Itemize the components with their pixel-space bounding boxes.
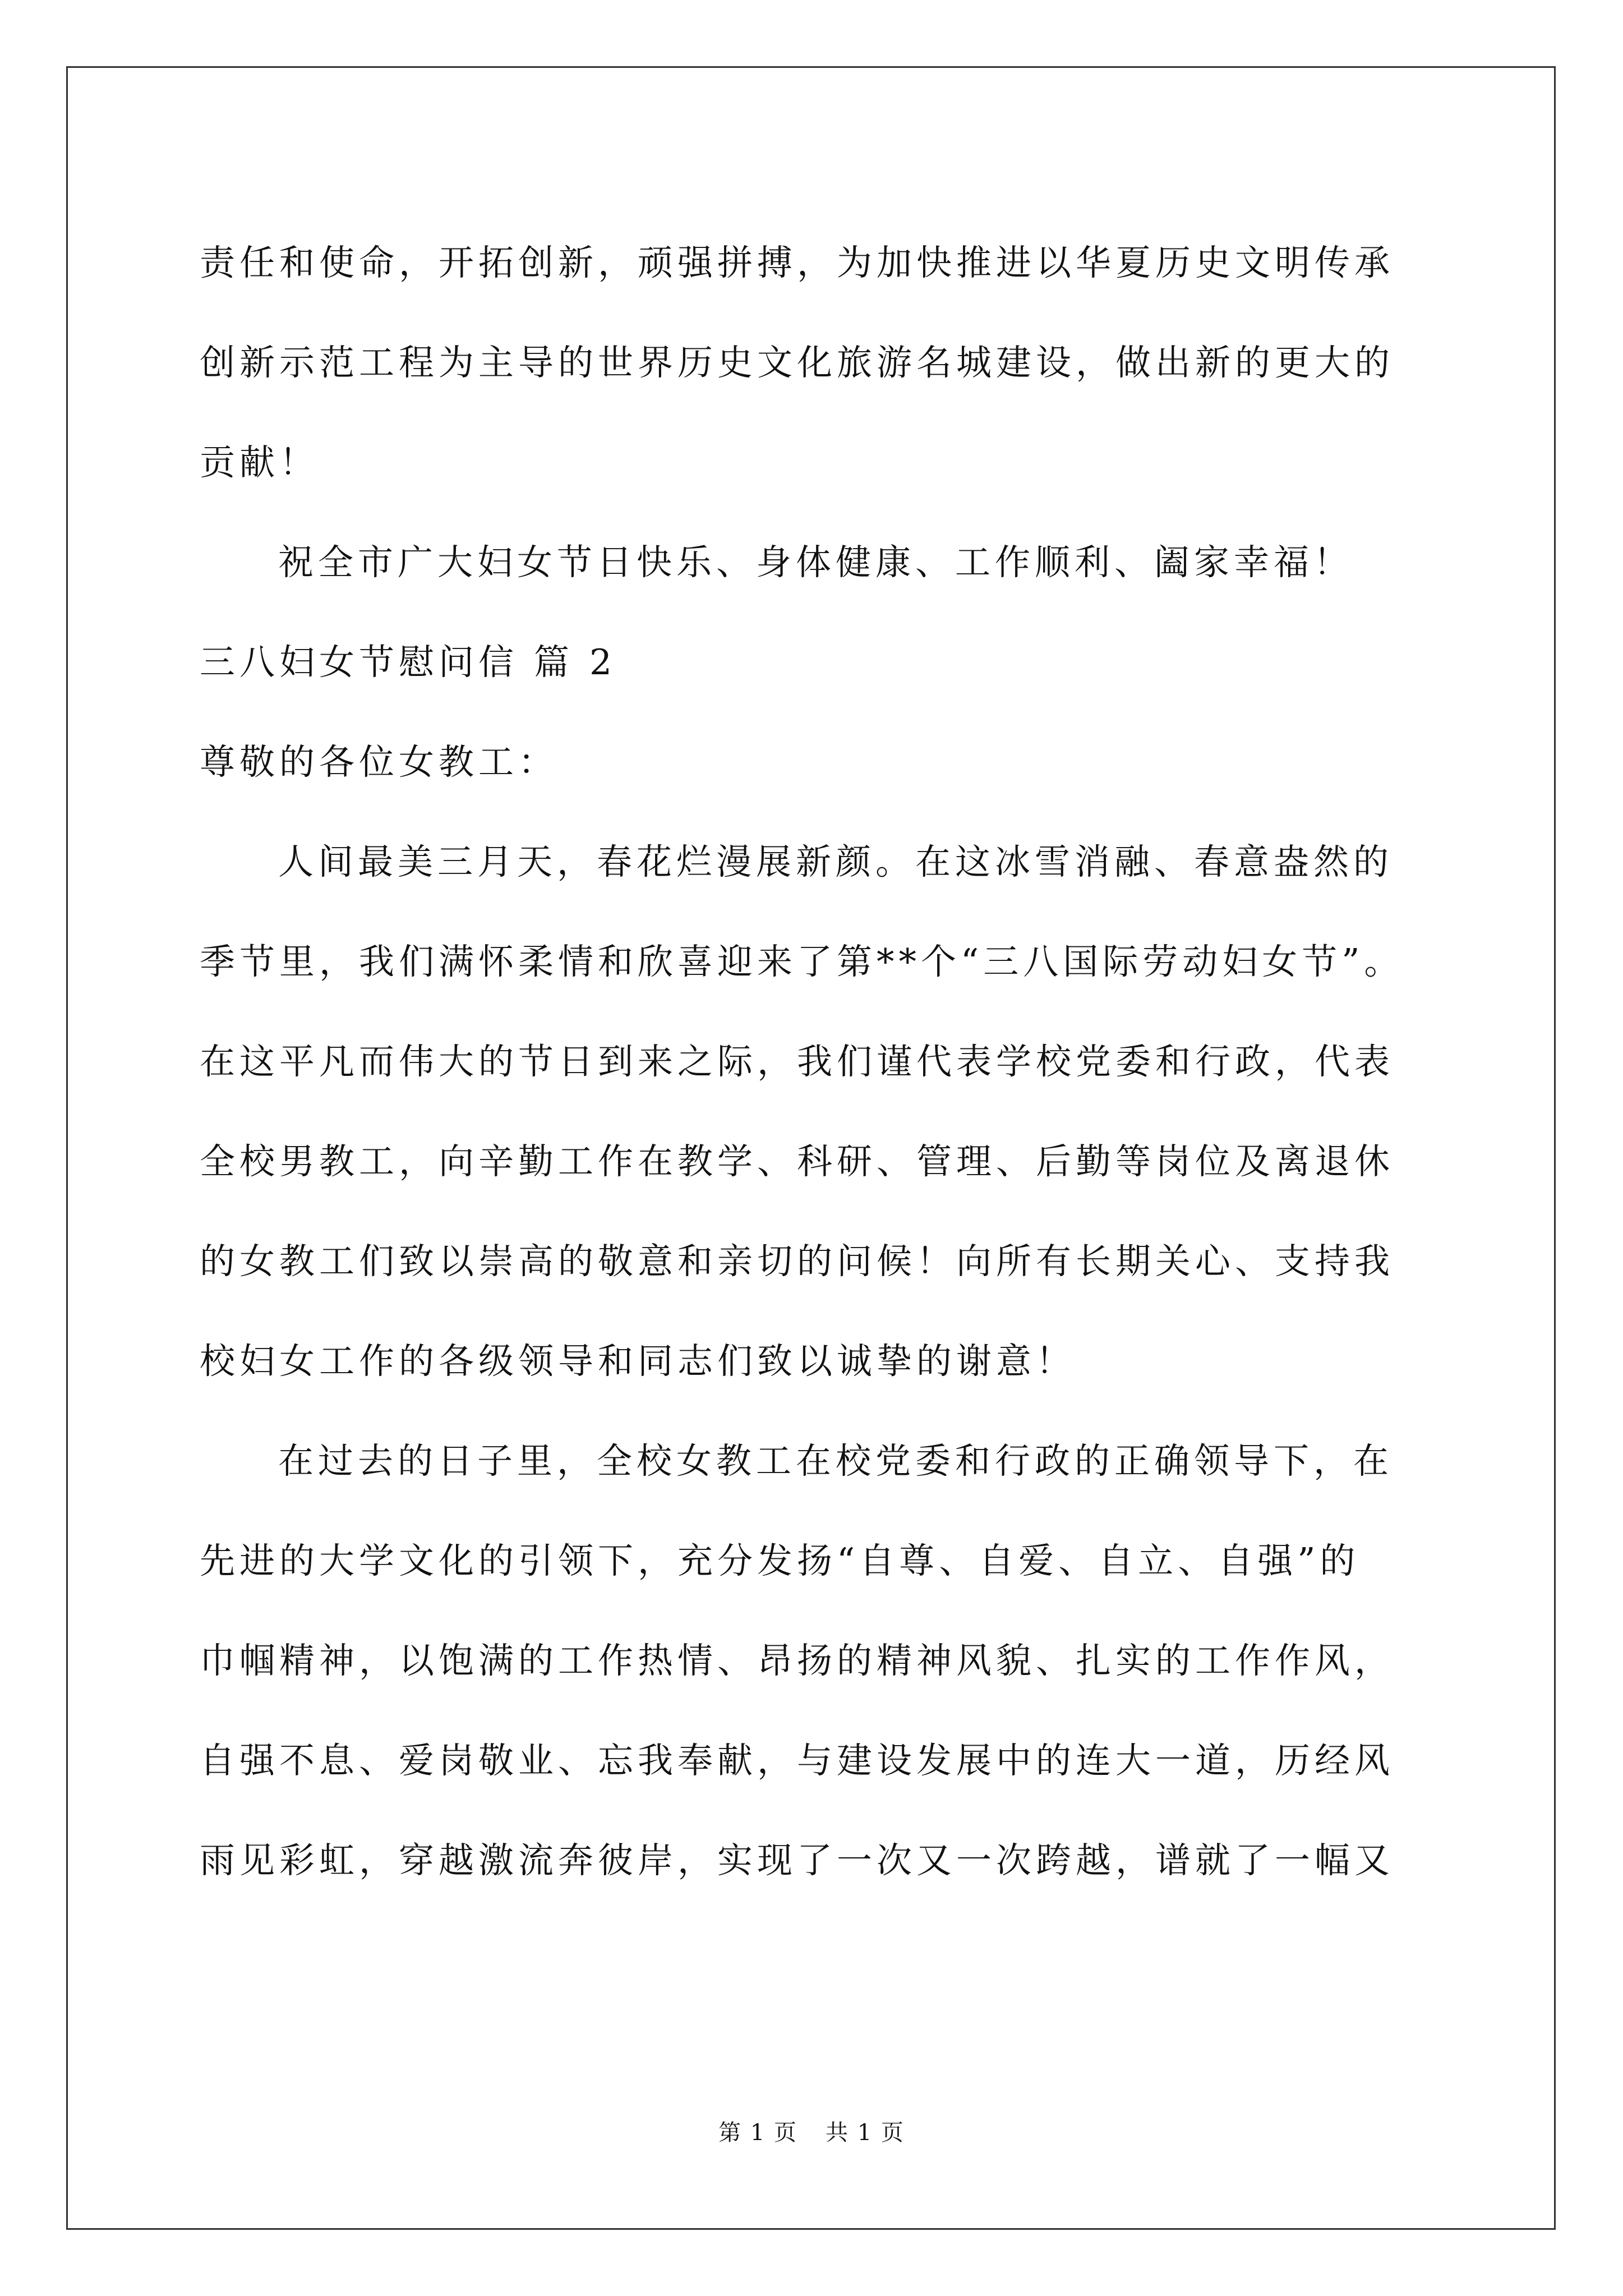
text-line: 先进的大学文化的引领下，充分发扬“自尊、自爱、自立、自强”的 — [200, 1540, 1360, 1581]
text-line: 雨见彩虹，穿越激流奔彼岸，实现了一次又一次跨越，谱就了一幅又 — [200, 1840, 1394, 1881]
salutation: 尊敬的各位女教工： — [200, 742, 558, 783]
text-line: 校妇女工作的各级领导和同志们致以诚挚的谢意！ — [200, 1341, 1076, 1382]
text-line: 祝全市广大妇女节日快乐、身体健康、工作顺利、阖家幸福！ — [278, 542, 1353, 583]
text-line: 自强不息、爱岗敬业、忘我奉献，与建设发展中的连大一道，历经风 — [200, 1740, 1394, 1781]
text-line: 全校男教工，向辛勤工作在教学、科研、管理、后勤等岗位及离退休 — [200, 1141, 1394, 1182]
text-line: 在这平凡而伟大的节日到来之际，我们谨代表学校党委和行政，代表 — [200, 1041, 1394, 1082]
text-line: 人间最美三月天，春花烂漫展新颜。在这冰雪消融、春意盎然的 — [278, 841, 1393, 882]
page-total: 共 1 页 — [826, 2120, 905, 2146]
text-line: 贡献！ — [200, 442, 319, 483]
text-line: 季节里，我们满怀柔情和欣喜迎来了第**个“三八国际劳动妇女节”。 — [200, 941, 1404, 982]
text-line: 创新示范工程为主导的世界历史文化旅游名城建设，做出新的更大的 — [200, 342, 1394, 383]
text-line: 责任和使命，开拓创新，顽强拼搏，为加快推进以华夏历史文明传承 — [200, 242, 1394, 283]
document-body — [200, 213, 1433, 1911]
section-heading: 三八妇女节慰问信 篇 2 — [200, 642, 617, 683]
page-number: 第 1 页 — [718, 2120, 797, 2146]
page-footer — [0, 2115, 1623, 2147]
text-line: 的女教工们致以崇高的敬意和亲切的问候！向所有长期关心、支持我 — [200, 1241, 1394, 1282]
text-line: 巾帼精神，以饱满的工作热情、昂扬的精神风貌、扎实的工作作风， — [200, 1640, 1394, 1681]
text-line: 在过去的日子里，全校女教工在校党委和行政的正确领导下，在 — [278, 1441, 1393, 1481]
